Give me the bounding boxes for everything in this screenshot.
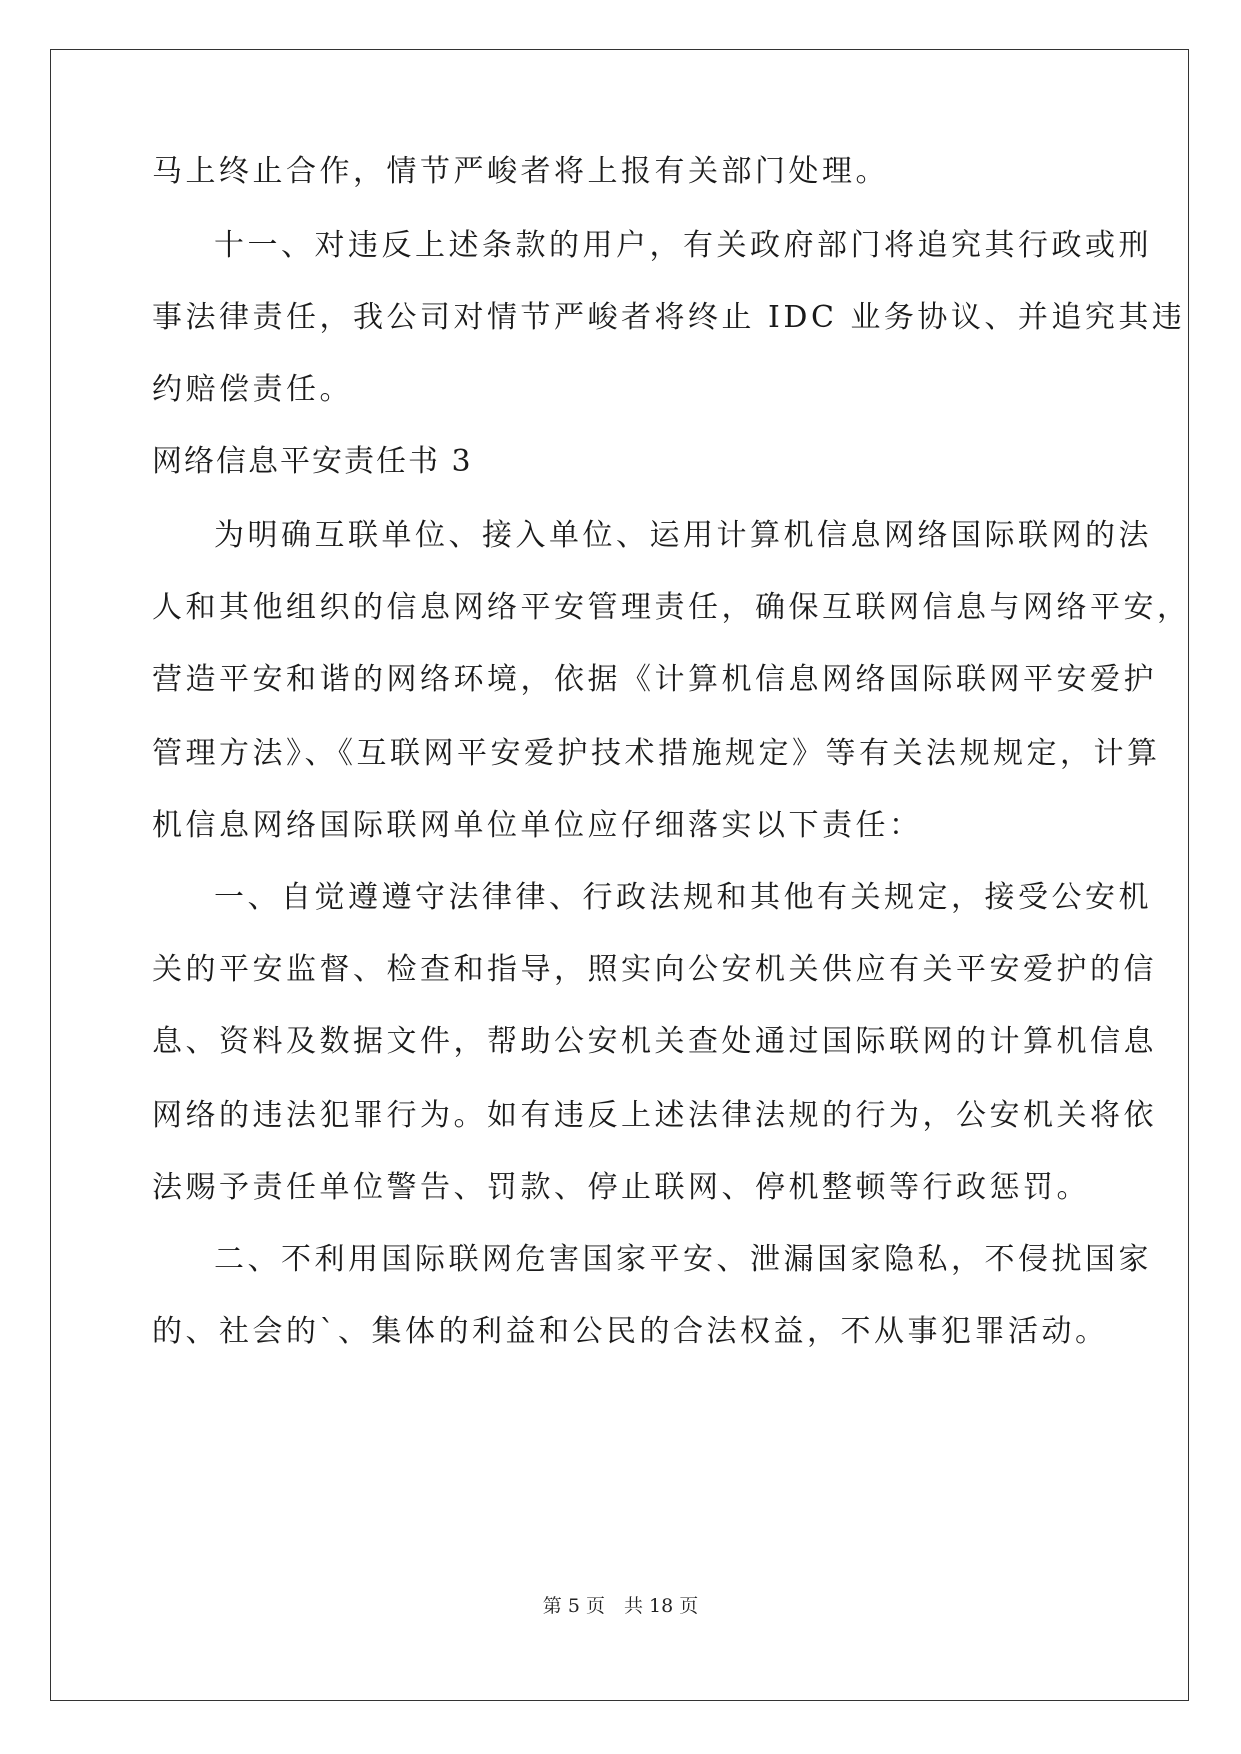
page-border <box>50 49 1189 1701</box>
text-line: 息、资料及数据文件，帮助公安机关查处通过国际联网的计算机信息 <box>152 1024 1157 1059</box>
page-number-footer: 第 5 页 共 18 页 <box>542 1595 699 1617</box>
text-line: 马上终止合作，情节严峻者将上报有关部门处理。 <box>152 154 889 189</box>
paragraph-start-line: 二、不利用国际联网危害国家平安、泄漏国家隐私，不侵扰国家 <box>214 1242 1152 1277</box>
paragraph-start-line: 十一、对违反上述条款的用户，有关政府部门将追究其行政或刑 <box>214 228 1152 263</box>
text-line: 管理方法》、《互联网平安爱护技术措施规定》等有关法规规定，计算 <box>152 736 1161 771</box>
text-line: 的、社会的`、集体的利益和公民的合法权益，不从事犯罪活动。 <box>152 1314 1109 1349</box>
text-line: 事法律责任，我公司对情节严峻者将终止 IDC 业务协议、并追究其违 <box>152 300 1186 335</box>
text-line: 机信息网络国际联网单位单位应仔细落实以下责任： <box>152 808 923 843</box>
section-heading: 网络信息平安责任书 3 <box>152 444 473 479</box>
text-line: 法赐予责任单位警告、罚款、停止联网、停机整顿等行政惩罚。 <box>152 1170 1090 1205</box>
text-line: 网络的违法犯罪行为。如有违反上述法律法规的行为，公安机关将依 <box>152 1098 1157 1133</box>
text-line: 约赔偿责任。 <box>152 372 353 407</box>
paragraph-start-line: 一、自觉遵遵守法律律、行政法规和其他有关规定，接受公安机 <box>214 880 1152 915</box>
text-line: 关的平安监督、检查和指导，照实向公安机关供应有关平安爱护的信 <box>152 952 1157 987</box>
text-line: 营造平安和谐的网络环境，依据《计算机信息网络国际联网平安爱护 <box>152 662 1157 697</box>
paragraph-start-line: 为明确互联单位、接入单位、运用计算机信息网络国际联网的法 <box>214 518 1152 553</box>
text-line: 人和其他组织的信息网络平安管理责任，确保互联网信息与网络平安， <box>152 590 1191 625</box>
